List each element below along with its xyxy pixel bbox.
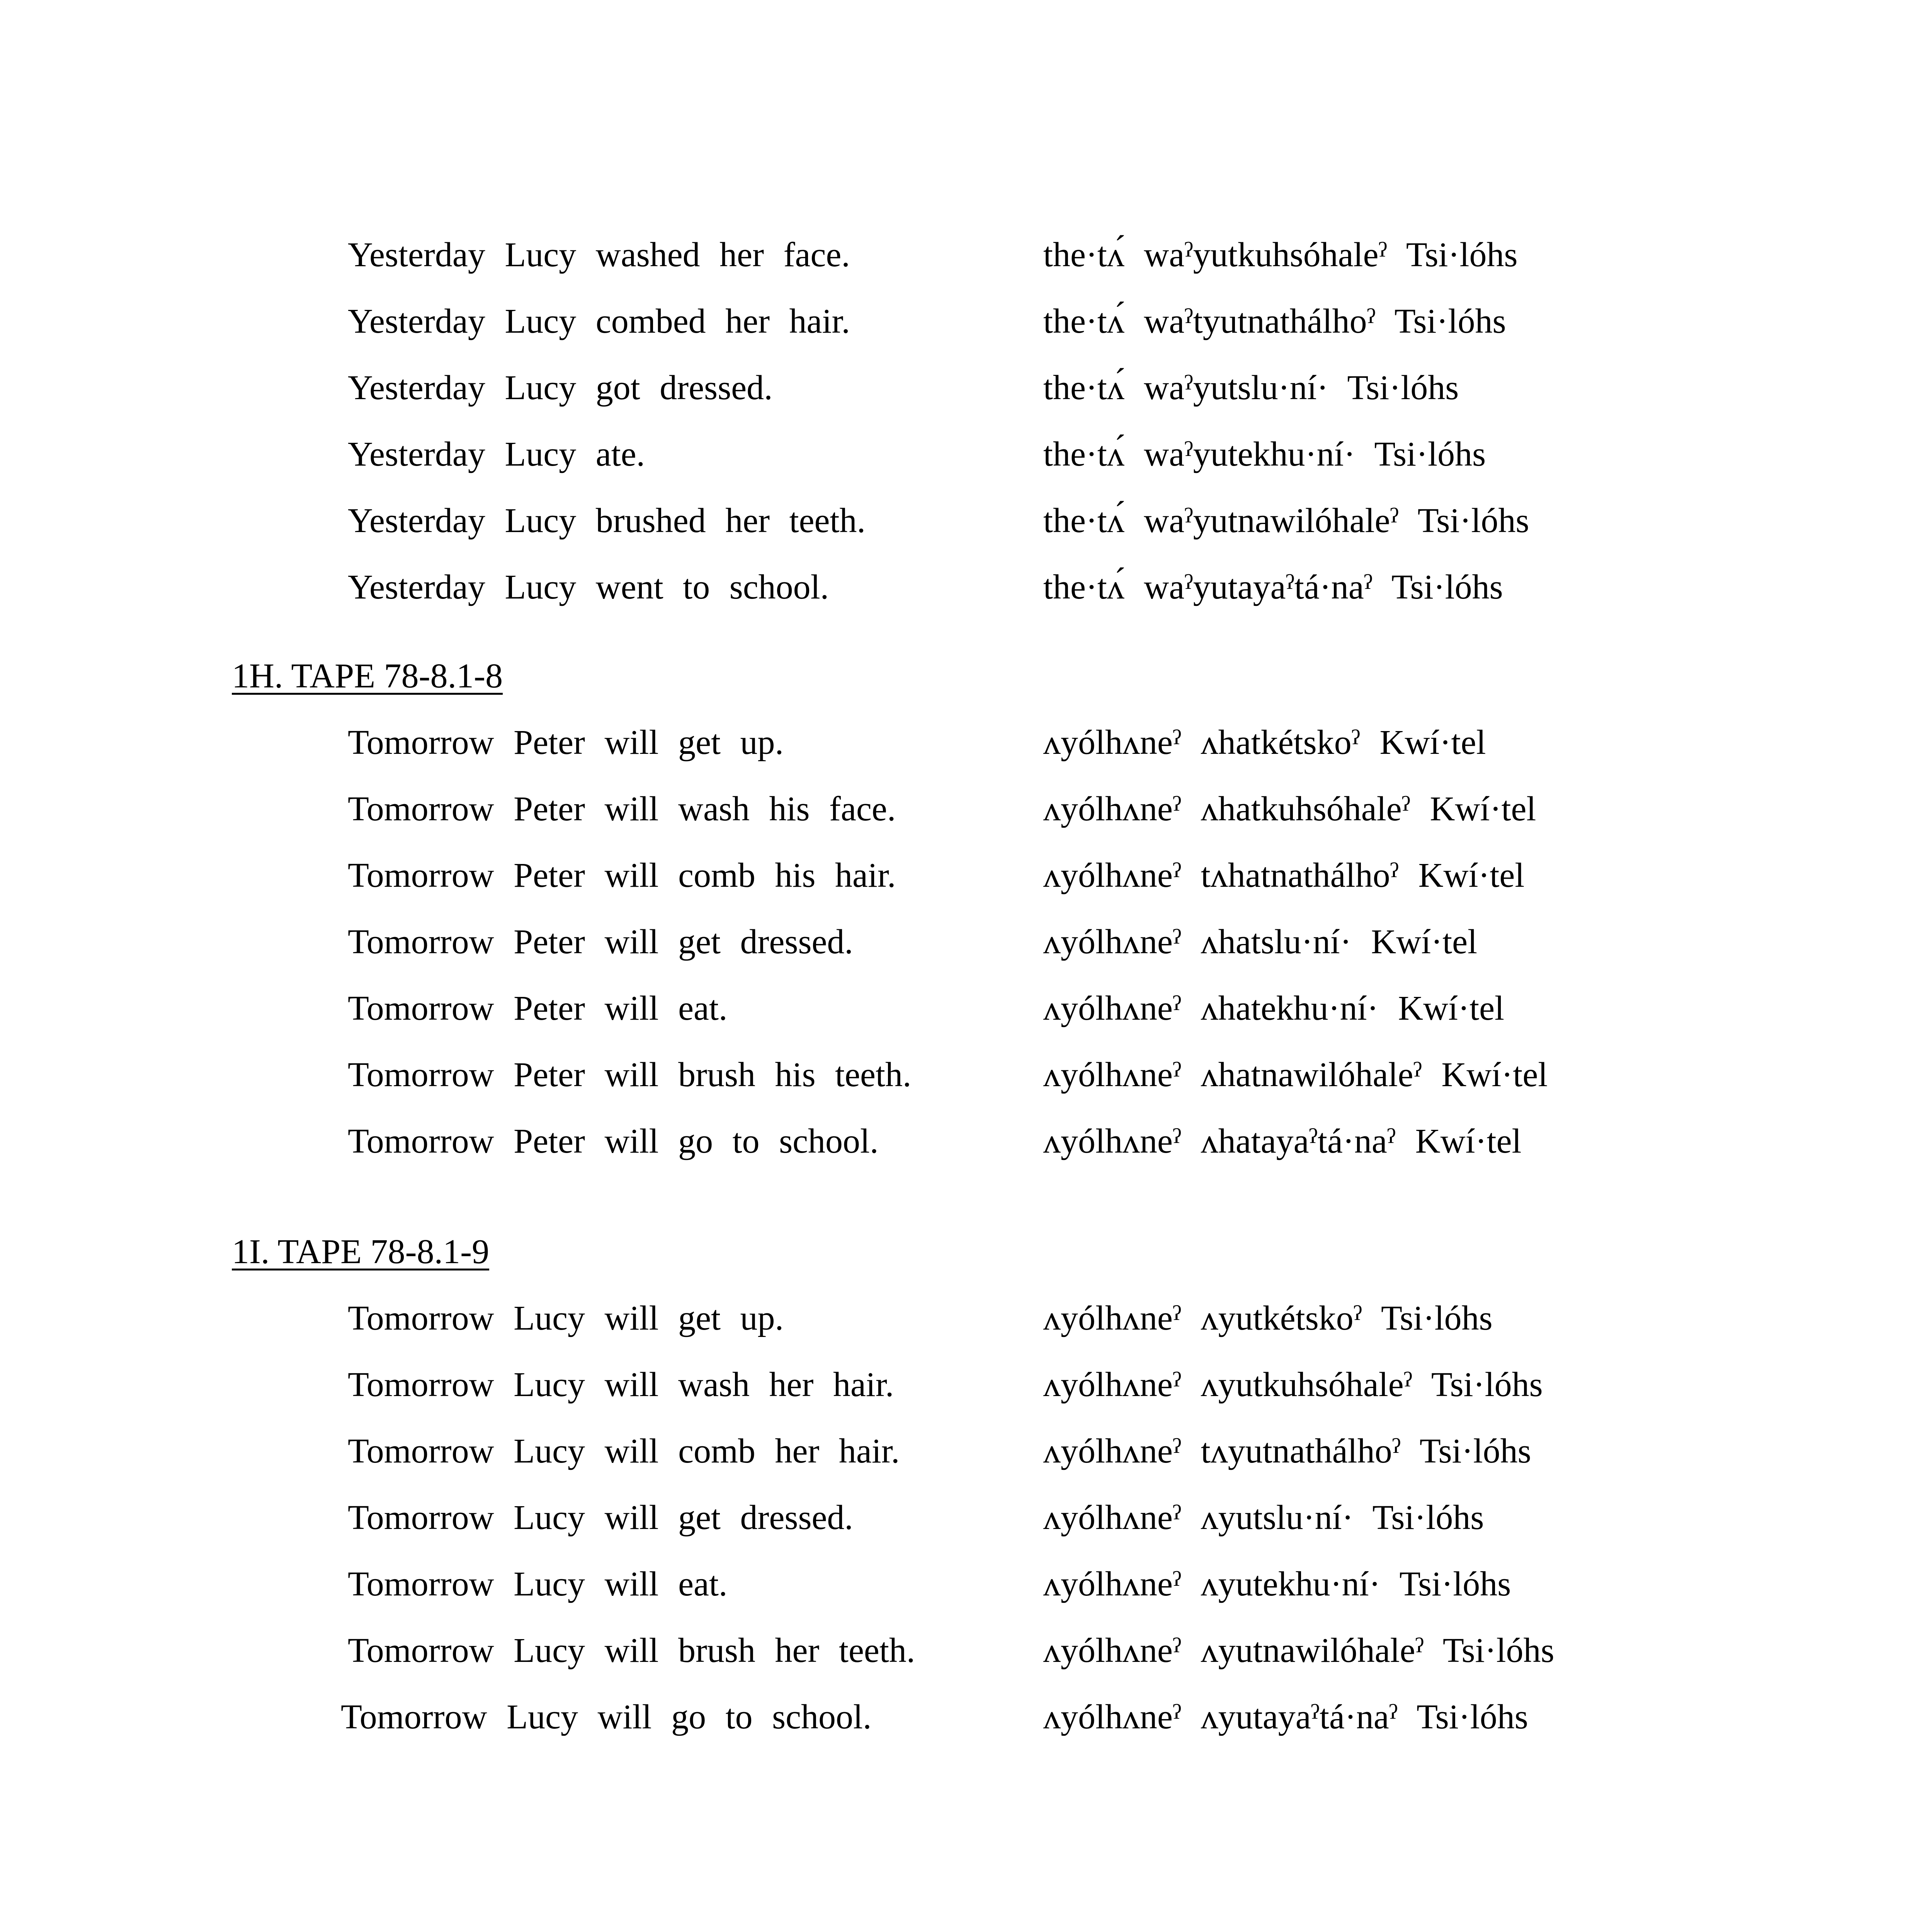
- english-sentence: Tomorrow Peter will go to school.: [348, 1122, 879, 1160]
- english-sentence: Tomorrow Peter will comb his hair.: [348, 856, 896, 895]
- translation-sentence: the·tʌ́ waˀyutkuhsóhaleˀ Tsi·lóhs: [1043, 236, 1518, 274]
- translation-sentence: ʌyólhʌneˀ ʌhatkétskoˀ Kwí·tel: [1043, 723, 1486, 762]
- translation-sentence: ʌyólhʌneˀ ʌyutkétskoˀ Tsi·lóhs: [1043, 1299, 1493, 1337]
- english-sentence: Tomorrow Peter will brush his teeth.: [348, 1056, 912, 1094]
- translation-sentence: ʌyólhʌneˀ ʌyutnawilóhaleˀ Tsi·lóhs: [1043, 1631, 1554, 1670]
- translation-sentence: ʌyólhʌneˀ ʌhatkuhsóhaleˀ Kwí·tel: [1043, 790, 1536, 828]
- translation-sentence: the·tʌ́ waˀyutslu·ní· Tsi·lóhs: [1043, 369, 1459, 407]
- translation-sentence: ʌyólhʌneˀ ʌhatslu·ní· Kwí·tel: [1043, 923, 1478, 961]
- english-sentence: Yesterday Lucy went to school.: [348, 568, 829, 606]
- translation-sentence: the·tʌ́ waˀtyutnathálhoˀ Tsi·lóhs: [1043, 302, 1506, 340]
- english-sentence: Tomorrow Peter will get dressed.: [348, 923, 853, 961]
- translation-sentence: ʌyólhʌneˀ tʌhatnathálhoˀ Kwí·tel: [1043, 856, 1525, 895]
- english-sentence: Yesterday Lucy ate.: [348, 435, 645, 473]
- english-sentence: Tomorrow Lucy will comb her hair.: [348, 1432, 900, 1470]
- english-sentence: Tomorrow Peter will eat.: [348, 989, 728, 1027]
- english-sentence: Yesterday Lucy got dressed.: [348, 369, 773, 407]
- translation-sentence: ʌyólhʌneˀ ʌyutayaˀtá·naˀ Tsi·lóhs: [1043, 1698, 1528, 1736]
- translation-sentence: the·tʌ́ waˀyutayaˀtá·naˀ Tsi·lóhs: [1043, 568, 1503, 606]
- translation-sentence: ʌyólhʌneˀ tʌyutnathálhoˀ Tsi·lóhs: [1043, 1432, 1531, 1470]
- translation-sentence: the·tʌ́ waˀyutekhu·ní· Tsi·lóhs: [1043, 435, 1486, 473]
- english-sentence: Tomorrow Lucy will wash her hair.: [348, 1366, 894, 1404]
- section-heading: 1I. TAPE 78-8.1-9: [232, 1233, 490, 1271]
- english-sentence: Tomorrow Lucy will get dressed.: [348, 1498, 853, 1537]
- english-sentence: Tomorrow Peter will wash his face.: [348, 790, 896, 828]
- english-sentence: Tomorrow Lucy will get up.: [348, 1299, 784, 1337]
- translation-sentence: ʌyólhʌneˀ ʌhatekhu·ní· Kwí·tel: [1043, 989, 1505, 1027]
- translation-sentence: ʌyólhʌneˀ ʌhatnawilóhaleˀ Kwí·tel: [1043, 1056, 1548, 1094]
- english-sentence: Yesterday Lucy brushed her teeth.: [348, 502, 866, 540]
- english-sentence: Tomorrow Lucy will eat.: [348, 1565, 728, 1603]
- english-sentence: Yesterday Lucy combed her hair.: [348, 302, 850, 340]
- english-sentence: Tomorrow Lucy will go to school.: [341, 1698, 872, 1736]
- english-sentence: Tomorrow Peter will get up.: [348, 723, 784, 762]
- translation-sentence: ʌyólhʌneˀ ʌyutekhu·ní· Tsi·lóhs: [1043, 1565, 1511, 1603]
- translation-sentence: ʌyólhʌneˀ ʌyutslu·ní· Tsi·lóhs: [1043, 1498, 1484, 1537]
- english-sentence: Yesterday Lucy washed her face.: [348, 236, 850, 274]
- translation-sentence: the·tʌ́ waˀyutnawilóhaleˀ Tsi·lóhs: [1043, 502, 1529, 540]
- translation-sentence: ʌyólhʌneˀ ʌhatayaˀtá·naˀ Kwí·tel: [1043, 1122, 1522, 1160]
- english-sentence: Tomorrow Lucy will brush her teeth.: [348, 1631, 915, 1670]
- section-heading: 1H. TAPE 78-8.1-8: [232, 657, 503, 695]
- translation-sentence: ʌyólhʌneˀ ʌyutkuhsóhaleˀ Tsi·lóhs: [1043, 1366, 1543, 1404]
